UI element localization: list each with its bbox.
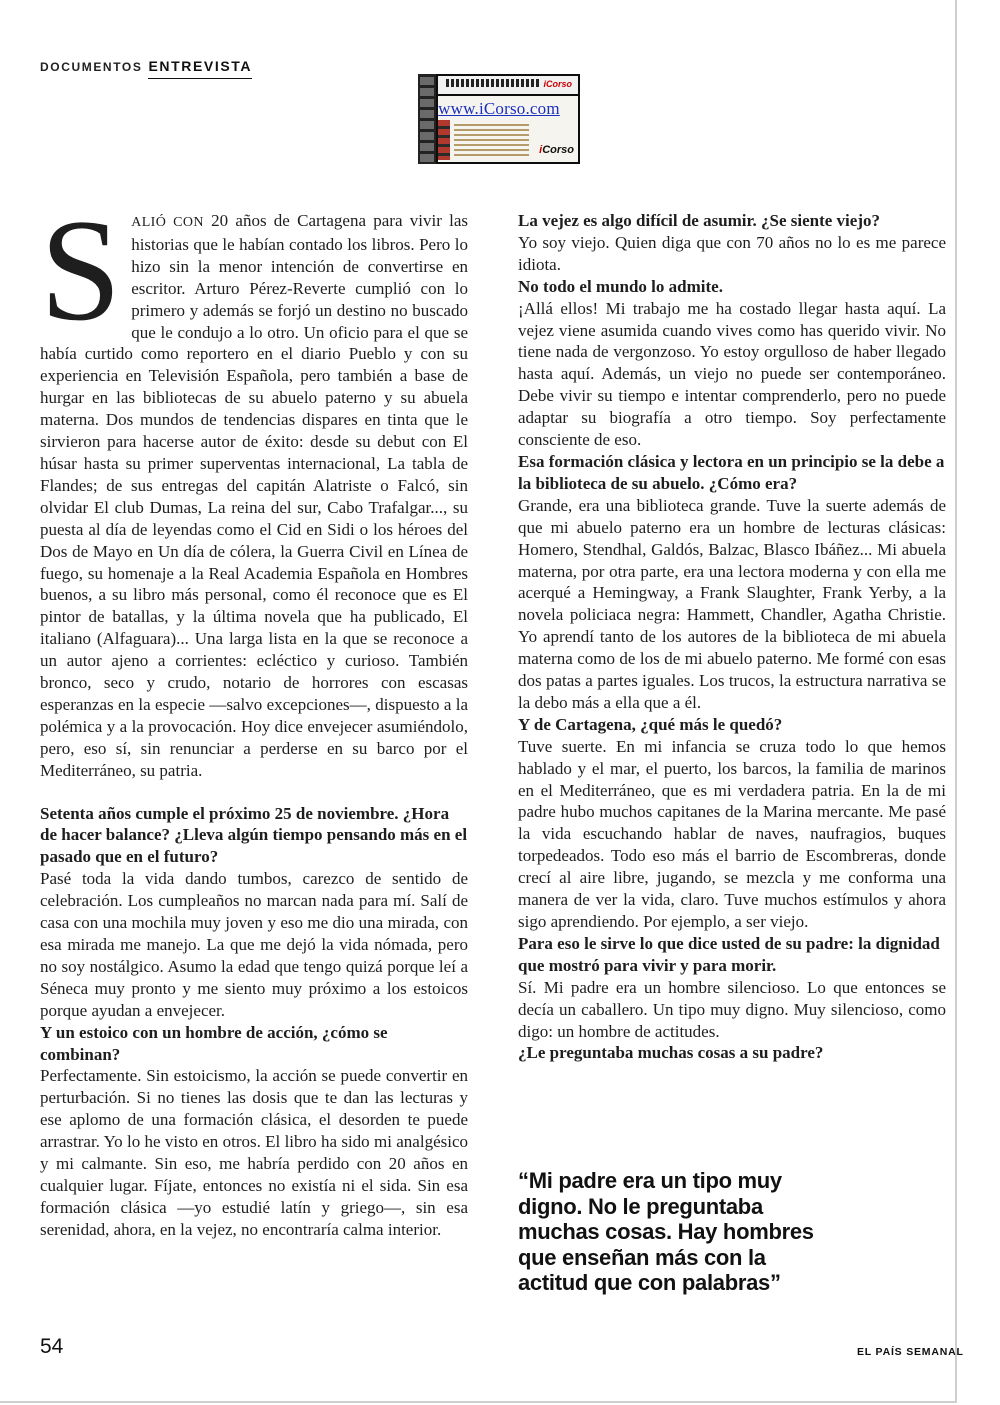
subsection-label: ENTREVISTA [148,58,252,79]
logo-side-strip [418,74,436,164]
logo-brand: iCorso [539,144,574,156]
page-number: 54 [40,1335,64,1358]
question: Setenta años cumple el próximo 25 de noviembre. ¿Hora de hacer balance? ¿Lleva algún tiempo pensando más en el pasado que en el futuro? [40,803,468,867]
intro-text: 20 años de Cartagena para vivir las historias que le habían contado los libros. Pero lo hizo sin la menor intención de convertirse en escritor. Arturo Pérez-Reverte cumplió con lo primero y además se forjó un destino no buscado que le condujo a lo otro. Un oficio para el que se había curtido como reportero en el diario Pueblo y con su experiencia en Televisión Española, pero también a base de hurgar en las bibliotecas de su abuelo paterno y su abuela materna. Dos mundos de tendencias dispares en tinta que le sirvieron para hacerse autor de éxito: desde su debut con El húsar hasta su primer superventas internacional, La tabla de Flandes; de sus entregas del capitán Alatriste o Falcó, sin olvidar El club Dumas, La reina del sur, Cabo Trafalgar..., su puesta al día de leyendas como el Cid en Sidi o los héroes del Dos de Mayo en Un día de cólera, la Guerra Civil en Línea de fuego, su homenaje a la Real Academia Española en Hombres buenos, a su libro más personal, como él reconoce que es El pintor de batallas, y la última novela que ha publicado, El italiano (Alfaguara)... Una larga lista en la que se reconoce a un autor ajeno a corrientes: ecléctico y curioso. También bronco, seco y crudo, notario de horrores con escasas esperanzas en la especie —salvo excepciones—, dispuesto a la polémica y a la provocación. Hoy dice envejecer asumiéndolo, pero, eso sí, sin renunciar a perderse en su barco por el Mediterráneo, su patria. [40,211,468,780]
left-column [40,189,468,1241]
answer: Pasé toda la vida dando tumbos, carezco de sentido de celebración. Los cumpleaños no marcan nada para mí. Salí de casa con una mochila muy joven y eso me dio una mirada, con esa mirada me manejo. La que me dejó la vida nómada, pero no soy nostálgico. Asumo la edad que tengo quizá porque leí a Séneca muy pronto y me siento muy próximo a los estoicos porque ayudan a envejecer. [40,869,468,1020]
question: Esa formación clásica y lectora en un principio se la debe a la biblioteca de su abuelo. ¿Cómo era? [518,451,945,493]
logo-banner [438,76,578,94]
logo-text-lines [454,124,529,158]
question: La vejez es algo difícil de asumir. ¿Se siente viejo? [518,211,880,230]
intro-lead: ALIÓ CON [131,215,204,230]
answer: Grande, era una biblioteca grande. Tuve la suerte además de que mi abuelo paterno era un hombre de lecturas clásicas: Homero, Stendhal, Galdós, Balzac, Blasco Ibáñez... Mi abuela materna, por otra parte, era una lectora moderna y con ella me acerqué a Hemingway, a Frank Slaughter, Frank Yerby, a la novela policiaca negra: Hammett, Chandler, Agatha Christie. Yo aprendí tanto de los autores de la biblioteca de mi abuela materna como de los de mi abuelo paterno. Me formé con esas dos patas a partes iguales. Los trucos, la estructura narrativa se la debo más a ella que a él. [518,495,946,712]
question: Y de Cartagena, ¿qué más le quedó? [518,714,783,734]
section-label: DOCUMENTOS [40,60,143,74]
answer: Yo soy viejo. Quien diga que con 70 años no lo es me parece idiota. [518,232,946,274]
logo-banner-brand: iCorso [543,79,572,89]
question: Para eso le sirve lo que dice usted de su padre: la dignidad que mostró para vivir y para morir. [518,933,940,975]
pull-quote: “Mi padre era un tipo muy digno. No le preguntaba muchas cosas. Hay hombres que enseñan más con la actitud que con palabras” [518,1168,814,1295]
answer: Tuve suerte. En mi infancia se cruza todo lo que hemos hablado y el mar, el puerto, los barcos, la familia de marinos en el Mediterráneo, que es mi verdadera patria. En la de mi padre hubo muchos capitanes de la Marina mercante. Me pasé la vida escuchando hablar de naves, naufragios, buques torpedeados. Todo eso más el barrio de Escombreras, donde crecí al aire libre, jugando, se mezcla y me conforma una manera de ver la vida, claro. Tuve muchos estímulos y ahora sigo aprendiendo. Por ejemplo, a ser viejo. [518,736,946,931]
answer: Perfectamente. Sin estoicismo, la acción se puede convertir en perturbación. Si no tienes las dosis que te dan las lecturas y ese aplomo de una formación clásica, el desorden te puede arrastrar. Yo lo he visto en otros. El libro ha sido mi analgésico y mi calmante. Sin eso, me habría perdido con 20 años en cualquier lugar. Fíjate, entonces no existía ni el sida. Sin esa formación clásica —yo estudié latín y griego—, sin esa serenidad, ahora, en la vejez, no encontraría calma interior. [40,1066,468,1239]
publication-name: EL PAÍS SEMANAL [857,1346,964,1358]
question: Y un estoico con un hombre de acción, ¿cómo se combinan? [40,1022,388,1064]
logo-thumbnails [438,120,450,160]
drop-cap: S [40,189,122,351]
question: No todo el mundo lo admite. [518,276,723,296]
intro-paragraph [40,189,468,782]
answer: ¡Allá ellos! Mi trabajo me ha costado llegar hasta aquí. La vejez viene asumida cuando vives como has querido vivir. No tiene nada de vergonzoso. Yo estoy orgulloso de haber llegado hasta aquí. Además, un viejo no puede ser contemporáneo. Debe vivir su tiempo e intentar comprenderlo, pero no puede adaptar su biografía a otro tiempo. Soy perfectamente consciente de eso. [518,298,946,450]
icorso-banner-logo [418,74,580,164]
logo-url-text: www.iCorso.com [438,99,560,118]
answer: Sí. Mi padre era un hombre silencioso. Lo que entonces se decía un caballero. Un tipo muy digno. Muy silencioso, como digo: un hombre de actitudes. [518,977,946,1041]
section-header [40,58,252,79]
right-column [518,210,946,1064]
question: ¿Le preguntaba muchas cosas a su padre? [518,1043,824,1063]
